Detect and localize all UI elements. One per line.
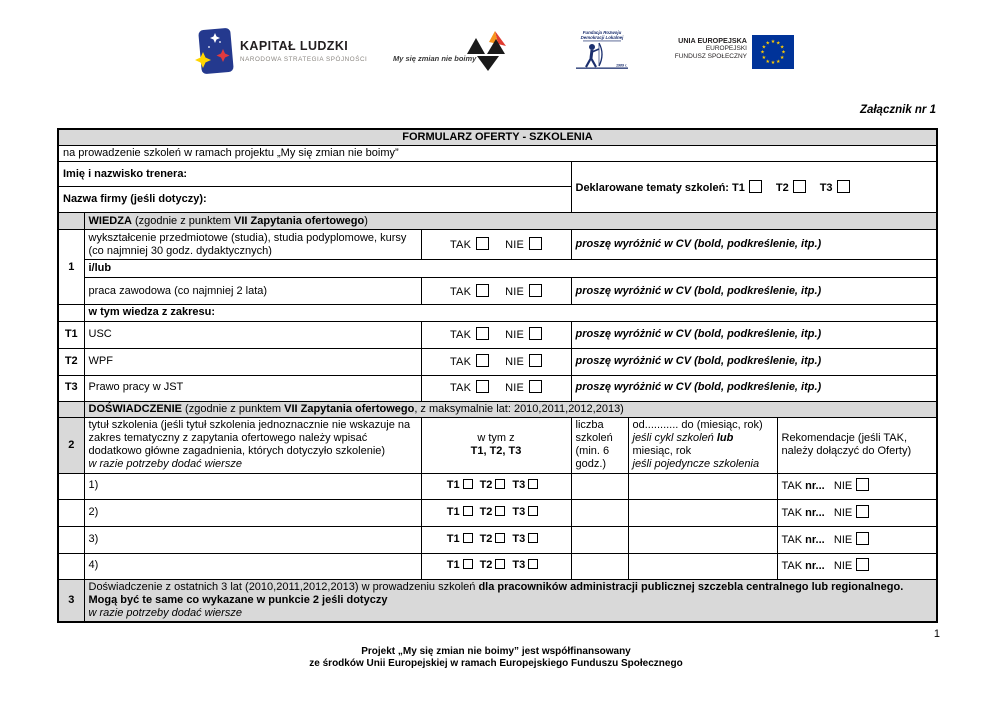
- topic-t3-yes-no-cell: [421, 375, 571, 401]
- exp-row3-t2-checkbox[interactable]: [495, 533, 505, 543]
- svg-text:★: ★: [760, 49, 765, 56]
- exp-row3-number-spacer: [58, 526, 84, 553]
- exp-row3-rec-nie-checkbox[interactable]: [856, 532, 869, 545]
- exp-row1-rec-nie-checkbox[interactable]: [856, 478, 869, 491]
- exp-row1-number-spacer: [58, 473, 84, 499]
- exp-row4-t2-checkbox[interactable]: [495, 559, 505, 569]
- svg-text:★: ★: [776, 58, 781, 65]
- exp-row2-title-field[interactable]: 2): [84, 499, 421, 526]
- exp-row1-dates-field[interactable]: [628, 473, 777, 499]
- eu-flag-icon: [752, 35, 794, 69]
- exp-row4-themes-cell: T1 T2 T3: [421, 553, 571, 579]
- offer-form-table: [57, 128, 938, 623]
- topic-t3-name: Prawo pracy w JST: [84, 375, 421, 401]
- topic-t1-cv-note: proszę wyróżnić w CV (bold, podkreślenie, itp.): [571, 321, 937, 348]
- svg-text:★: ★: [781, 49, 786, 56]
- kapital-ludzki-title: KAPITAŁ LUDZKI: [240, 39, 349, 53]
- svg-text:★: ★: [761, 44, 767, 51]
- education-yes-no-cell: [421, 230, 571, 260]
- footer-line-1: Projekt „My się zmian nie boimy” jest współfinansowany: [361, 646, 631, 657]
- eu-subtitle-2: FUNDUSZ SPOŁECZNY: [674, 53, 747, 60]
- exp-row4-dates-field[interactable]: [628, 553, 777, 579]
- project-logo: [393, 30, 513, 72]
- col-title-header: tytuł szkolenia (jeśli tytuł szkolenia jednoznacznie nie wskazuje na zakres tematyczny z zapytania ofertowego należy wpisać dodatkowo główne zagadnienia, których dotyczyło szkolenie) w razie potrzeby dodać wiersze: [84, 417, 421, 473]
- exp-row2-rec-nie-checkbox[interactable]: [856, 505, 869, 518]
- kapital-ludzki-text: [240, 39, 367, 63]
- section3-number: 3: [58, 579, 84, 622]
- topic-t2-id: T2: [58, 348, 84, 375]
- nie-label: NIE: [505, 328, 525, 341]
- exp-row1-t1-checkbox[interactable]: [463, 479, 473, 489]
- nie-label: NIE: [505, 355, 525, 368]
- exp-row3-dates-field[interactable]: [628, 526, 777, 553]
- frdl-year: 1989 r.: [616, 63, 628, 68]
- education-label: wykształcenie przedmiotowe (studia), studia podyplomowe, kursy (co najmniej 30 godz. dydaktycznych): [84, 230, 421, 260]
- work-yes-no-cell: [421, 278, 571, 305]
- exp-row1-title-field[interactable]: 1): [84, 473, 421, 499]
- topic-t3-cv-note: proszę wyróżnić w CV (bold, podkreślenie, itp.): [571, 375, 937, 401]
- svg-text:Demokracji Lokalnej: Demokracji Lokalnej: [580, 35, 624, 40]
- nie-label: NIE: [505, 382, 525, 395]
- exp-row3-title-field[interactable]: 3): [84, 526, 421, 553]
- frdl-archer-icon: [570, 27, 634, 73]
- svg-text:★: ★: [765, 58, 770, 65]
- attachment-label: Załącznik nr 1: [859, 104, 936, 116]
- project-triangles-icon: [465, 30, 511, 72]
- exp-row2-count-field[interactable]: [571, 499, 628, 526]
- exp-row2-recommend-cell: TAK nr... NIE: [777, 499, 937, 526]
- section1-header-bold: WIEDZA: [88, 214, 132, 227]
- section2-number-spacer: [58, 401, 84, 417]
- exp-row4-t3-checkbox[interactable]: [528, 559, 538, 569]
- topic-t1-id: T1: [58, 321, 84, 348]
- exp-row2-t3-checkbox[interactable]: [528, 506, 538, 516]
- col-recommend-header: Rekomendacje (jeśli TAK, należy dołączyć do Oferty): [777, 417, 937, 473]
- declared-themes-label: Deklarowane tematy szkoleń:: [575, 181, 729, 194]
- footer-line-2: ze środków Unii Europejskiej w ramach Europejskiego Funduszu Społecznego: [309, 658, 683, 669]
- topic-t2-name: WPF: [84, 348, 421, 375]
- declared-t2-checkbox[interactable]: [793, 180, 806, 193]
- topic-t1-yes-no-cell: [421, 321, 571, 348]
- exp-row3-t3-checkbox[interactable]: [528, 533, 538, 543]
- tak-label: TAK: [449, 328, 472, 341]
- scope-header: w tym wiedza z zakresu:: [84, 305, 937, 321]
- svg-text:★: ★: [779, 44, 785, 51]
- eu-subtitle-1: EUROPEJSKI: [705, 45, 747, 52]
- svg-text:★: ★: [770, 60, 776, 67]
- exp-row4-title-field[interactable]: 4): [84, 553, 421, 579]
- svg-text:★: ★: [776, 40, 781, 47]
- svg-text:★: ★: [761, 55, 767, 61]
- and-or-row: i/lub: [84, 260, 937, 278]
- exp-row4-t1-checkbox[interactable]: [463, 559, 473, 569]
- exp-row1-recommend-cell: TAK nr... NIE: [777, 473, 937, 499]
- work-tak-checkbox[interactable]: [476, 284, 489, 297]
- kapital-ludzki-subtitle: NARODOWA STRATEGIA SPÓJNOŚCI: [240, 56, 368, 63]
- section1-header: WIEDZA (zgodnie z punktem VII Zapytania ofertowego): [84, 213, 937, 230]
- work-label: praca zawodowa (co najmniej 2 lata): [84, 278, 421, 305]
- declared-t1-checkbox[interactable]: [749, 180, 762, 193]
- declared-t3-label: T3: [819, 181, 833, 194]
- exp-row2-number-spacer: [58, 499, 84, 526]
- svg-text:Fundacja Rozwoju: Fundacja Rozwoju: [582, 30, 622, 35]
- education-cv-note: proszę wyróżnić w CV (bold, podkreślenie, itp.): [571, 230, 937, 260]
- exp-row4-rec-nie-checkbox[interactable]: [856, 558, 869, 571]
- exp-row3-themes-cell: T1 T2 T3: [421, 526, 571, 553]
- svg-text:★: ★: [779, 55, 785, 61]
- topic-t2-nie-checkbox[interactable]: [529, 354, 542, 367]
- exp-row3-recommend-cell: TAK nr... NIE: [777, 526, 937, 553]
- tak-label: TAK: [449, 239, 472, 252]
- topic-t2-yes-no-cell: [421, 348, 571, 375]
- eu-title: UNIA EUROPEJSKA: [678, 36, 747, 45]
- topic-t2-tak-checkbox[interactable]: [476, 354, 489, 367]
- topic-t3-nie-checkbox[interactable]: [529, 380, 542, 393]
- frdl-logo: [570, 27, 634, 78]
- nie-label: NIE: [505, 285, 525, 298]
- tak-label: TAK: [449, 355, 472, 368]
- col-themes-header: w tym z T1, T2, T3: [421, 417, 571, 473]
- section1-number: 1: [58, 230, 84, 305]
- exp-row3-t1-checkbox[interactable]: [463, 533, 473, 543]
- nie-label: NIE: [505, 239, 525, 252]
- exp-row2-themes-cell: T1 T2 T3: [421, 499, 571, 526]
- work-cv-note: proszę wyróżnić w CV (bold, podkreślenie, itp.): [571, 278, 937, 305]
- declared-themes-cell: [571, 162, 937, 213]
- exp-row4-number-spacer: [58, 553, 84, 579]
- exp-row3-count-field[interactable]: [571, 526, 628, 553]
- exp-row1-t2-checkbox[interactable]: [495, 479, 505, 489]
- section3-text: Doświadczenie z ostatnich 3 lat (2010,2011,2012,2013) w prowadzeniu szkoleń dla pracowników administracji publicznej szczebla centralnego lub regionalnego. Mogą być te same co wykazane w punkcie 2 jeśli dotyczy w razie potrzeby dodać wiersze: [84, 579, 937, 622]
- company-name-field[interactable]: Nazwa firmy (jeśli dotyczy):: [58, 187, 571, 213]
- exp-row4-count-field[interactable]: [571, 553, 628, 579]
- col-dates-header: od........... do (miesiąc, rok) jeśli cykl szkoleń lub miesiąc, rok jeśli pojedyncze szkolenia: [628, 417, 777, 473]
- exp-row2-t2-checkbox[interactable]: [495, 506, 505, 516]
- topic-t1-nie-checkbox[interactable]: [529, 327, 542, 340]
- form-subtitle: na prowadzenie szkoleń w ramach projektu „My się zmian nie boimy”: [58, 146, 937, 162]
- page-number: 1: [933, 628, 940, 640]
- tak-label: TAK: [449, 382, 472, 395]
- eu-logo-text: [660, 37, 747, 61]
- declared-t2-label: T2: [775, 181, 789, 194]
- kapital-ludzki-logo: [194, 26, 367, 76]
- scope-number-spacer: [58, 305, 84, 321]
- topic-t2-cv-note: proszę wyróżnić w CV (bold, podkreślenie, itp.): [571, 348, 937, 375]
- exp-row1-themes-cell: T1 T2 T3: [421, 473, 571, 499]
- education-nie-checkbox[interactable]: [529, 237, 542, 250]
- topic-t1-name: USC: [84, 321, 421, 348]
- topic-t3-tak-checkbox[interactable]: [476, 380, 489, 393]
- exp-row1-count-field[interactable]: [571, 473, 628, 499]
- section2-number: 2: [58, 417, 84, 473]
- exp-row2-t1-checkbox[interactable]: [463, 506, 473, 516]
- declared-t1-label: T1: [732, 181, 745, 194]
- tak-label: TAK: [449, 285, 472, 298]
- exp-row1-t3-checkbox[interactable]: [528, 479, 538, 489]
- education-tak-checkbox[interactable]: [476, 237, 489, 250]
- col-count-header: liczba szkoleń (min. 6 godz.): [571, 417, 628, 473]
- svg-text:★: ★: [765, 40, 770, 47]
- svg-text:★: ★: [770, 39, 776, 46]
- exp-row4-recommend-cell: TAK nr... NIE: [777, 553, 937, 579]
- trainer-name-field[interactable]: Imię i nazwisko trenera:: [58, 162, 571, 187]
- topic-t3-id: T3: [58, 375, 84, 401]
- work-nie-checkbox[interactable]: [529, 284, 542, 297]
- section1-number-spacer: [58, 213, 84, 230]
- section2-header: DOŚWIADCZENIE (zgodnie z punktem VII Zapytania ofertowego, z maksymalnie lat: 2010,2011,2012,2013): [84, 401, 937, 417]
- topic-t1-tak-checkbox[interactable]: [476, 327, 489, 340]
- footer: [0, 646, 992, 670]
- project-logo-text: My się zmian nie boimy: [393, 54, 477, 63]
- declared-t3-checkbox[interactable]: [837, 180, 850, 193]
- kapital-ludzki-flag-icon: [194, 26, 234, 76]
- exp-row2-dates-field[interactable]: [628, 499, 777, 526]
- form-title: FORMULARZ OFERTY - SZKOLENIA: [58, 129, 937, 146]
